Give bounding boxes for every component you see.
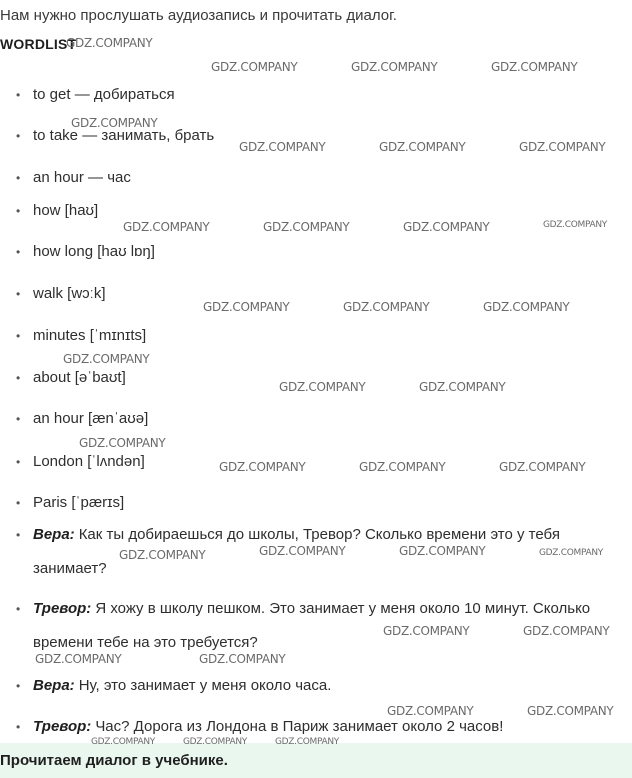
word-entry: to get — добираться	[33, 86, 175, 103]
watermark: GDZ.COMPANY	[239, 140, 326, 154]
word-entry: minutes [ˈmɪnɪts]	[33, 327, 147, 344]
watermark: GDZ.COMPANY	[119, 548, 206, 562]
watermark: GDZ.COMPANY	[527, 704, 614, 718]
bullet-icon: •	[16, 679, 21, 693]
watermark: GDZ.COMPANY	[419, 380, 506, 394]
word-entry: walk [wɔːk]	[33, 285, 106, 302]
word-entry: how long [haʊ lɒŋ]	[33, 243, 155, 260]
word-entry: London [ˈlʌndən]	[33, 453, 145, 470]
watermark: GDZ.COMPANY	[359, 460, 446, 474]
watermark: GDZ.COMPANY	[491, 60, 578, 74]
bullet-icon: •	[16, 88, 21, 102]
watermark: GDZ.COMPANY	[263, 220, 350, 234]
watermark: GDZ.COMPANY	[275, 737, 340, 747]
intro-text: Нам нужно прослушать аудиозапись и прочитать диалог.	[0, 7, 397, 24]
word-entry: an hour [ænˈaʊə]	[33, 410, 149, 427]
bullet-icon: •	[16, 129, 21, 143]
watermark: GDZ.COMPANY	[387, 704, 474, 718]
watermark: GDZ.COMPANY	[523, 624, 610, 638]
watermark: GDZ.COMPANY	[519, 140, 606, 154]
watermark: GDZ.COMPANY	[199, 652, 286, 666]
bullet-icon: •	[16, 455, 21, 469]
watermark: GDZ.COMPANY	[183, 737, 248, 747]
speaker-name: Вера:	[33, 526, 75, 543]
watermark: GDZ.COMPANY	[63, 352, 150, 366]
dialogue-text: Как ты добираешься до школы, Тревор? Сколько времени это у тебя занимает?	[33, 526, 560, 577]
wordlist-heading: WORDLIST	[0, 36, 77, 52]
word-entry: an hour — час	[33, 169, 131, 186]
watermark: GDZ.COMPANY	[383, 624, 470, 638]
speaker-name: Тревор:	[33, 600, 92, 617]
bullet-icon: •	[16, 412, 21, 426]
watermark: GDZ.COMPANY	[71, 116, 158, 130]
watermark: GDZ.COMPANY	[203, 300, 290, 314]
watermark: GDZ.COMPANY	[219, 460, 306, 474]
watermark: GDZ.COMPANY	[403, 220, 490, 234]
bullet-icon: •	[16, 204, 21, 218]
word-entry: about [əˈbaʊt]	[33, 369, 126, 386]
bullet-icon: •	[16, 287, 21, 301]
dialogue-text: Я хожу в школу пешком. Это занимает у меня около 10 минут. Сколько времени тебе на это требуется?	[33, 600, 591, 651]
watermark: GDZ.COMPANY	[279, 380, 366, 394]
watermark: GDZ.COMPANY	[399, 544, 486, 558]
bullet-icon: •	[16, 371, 21, 385]
bullet-icon: •	[16, 329, 21, 343]
bullet-icon: •	[16, 496, 21, 510]
watermark: GDZ.COMPANY	[91, 737, 156, 747]
dialogue-text: Ну, это занимает у меня около часа.	[78, 677, 332, 694]
watermark: GDZ.COMPANY	[343, 300, 430, 314]
bullet-icon: •	[16, 720, 21, 734]
bullet-icon: •	[16, 528, 21, 542]
watermark: GDZ.COMPANY	[539, 548, 604, 558]
watermark: GDZ.COMPANY	[123, 220, 210, 234]
watermark: GDZ.COMPANY	[543, 220, 608, 230]
watermark: GDZ.COMPANY	[379, 140, 466, 154]
word-entry: to take — занимать, брать	[33, 127, 215, 144]
watermark: GDZ.COMPANY	[499, 460, 586, 474]
watermark: GDZ.COMPANY	[259, 544, 346, 558]
footer-banner: Прочитаем диалог в учебнике.	[0, 743, 632, 778]
watermark: GDZ.COMPANY	[211, 60, 298, 74]
watermark: GDZ.COMPANY	[35, 652, 122, 666]
dialogue-text: Час? Дорога из Лондона в Париж занимает около 2 часов!	[95, 718, 504, 735]
bullet-icon: •	[16, 171, 21, 185]
word-entry: Paris [ˈpærɪs]	[33, 494, 125, 511]
watermark: GDZ.COMPANY	[66, 36, 153, 50]
bullet-icon: •	[16, 602, 21, 616]
speaker-name: Вера:	[33, 677, 75, 694]
watermark: GDZ.COMPANY	[79, 436, 166, 450]
watermark: GDZ.COMPANY	[483, 300, 570, 314]
word-entry: how [haʊ]	[33, 202, 99, 219]
watermark: GDZ.COMPANY	[351, 60, 438, 74]
speaker-name: Тревор:	[33, 718, 92, 735]
bullet-icon: •	[16, 245, 21, 259]
